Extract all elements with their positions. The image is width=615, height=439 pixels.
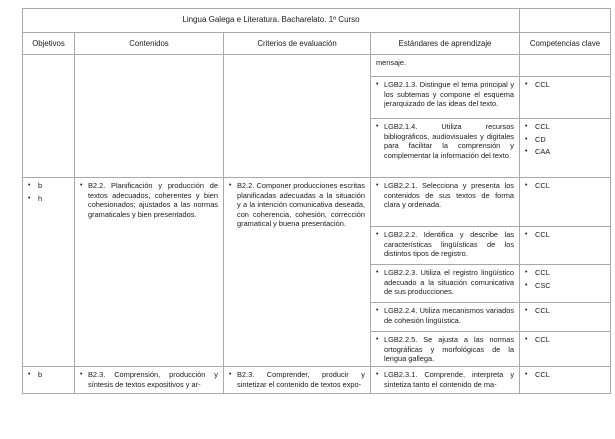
- header-criterios: Criterios de evaluación: [257, 39, 337, 48]
- estandar-text: LGB2.1.3. Distingue el tema principal y los subtemas y compone el esquema jerarquizado de las ideas del texto.: [384, 80, 515, 109]
- competencia-item: CCL: [535, 80, 550, 89]
- bullet-icon: •: [525, 231, 528, 238]
- bullet-icon: •: [376, 182, 379, 189]
- objetivo-item: b: [38, 370, 43, 379]
- table-row: [23, 55, 611, 77]
- bullet-icon: •: [376, 269, 379, 276]
- header-competencias: Competencias clave: [529, 39, 601, 48]
- table-row: [23, 178, 611, 227]
- competencia-item: CCL: [535, 306, 550, 315]
- competencia-item: CCL: [535, 370, 550, 379]
- competencia-item: CCL: [535, 335, 550, 344]
- bullet-icon: •: [28, 371, 31, 378]
- bullet-icon: •: [525, 269, 528, 276]
- bullet-icon: •: [229, 182, 232, 189]
- bullet-icon: •: [376, 371, 379, 378]
- competencia-item: CSC: [535, 280, 551, 290]
- estandar-text: LGB2.3.1. Comprende, interpreta y sintetiza tanto el contenido de ma-: [384, 370, 515, 389]
- criterio-text: B2.3. Comprender, producir y sintetizar el contenido de textos expo-: [237, 370, 365, 389]
- estandar-text: LGB2.2.2. Identifica y describe las características lingüísticas de los distintos tipos de registro.: [384, 230, 515, 259]
- bullet-icon: •: [525, 281, 528, 289]
- bullet-icon: •: [376, 231, 379, 238]
- bullet-icon: •: [28, 182, 31, 189]
- bullet-icon: •: [376, 307, 379, 314]
- header-estandares: Estándares de aprendizaje: [398, 39, 492, 48]
- bullet-icon: •: [525, 123, 528, 130]
- header-contenidos: Contenidos: [129, 39, 169, 48]
- criterio-text: B2.2. Componer producciones escritas planificadas adecuadas a la situación y a la intención comunicativa deseada, con coherencia, cohesión, corrección gramatical y buena presentación.: [237, 181, 365, 229]
- estandar-text: mensaje.: [376, 58, 406, 67]
- title-row: [23, 9, 611, 33]
- estandar-text: LGB2.2.1. Selecciona y presenta los contenidos de sus textos de forma clara y ordenada.: [384, 181, 515, 210]
- estandar-text: LGB2.1.4. Utiliza recursos bibliográficos, audiovisuales y digitales para facilitar la comprensión y complementar la información del texto.: [384, 122, 515, 160]
- header-objetivos: Objetivos: [32, 39, 65, 48]
- competencia-item: CCL: [535, 122, 550, 131]
- objetivo-item: h: [38, 193, 43, 203]
- competencia-item: CCL: [535, 268, 550, 277]
- contenido-text: B2.2. Planificación y producción de textos adecuados, coherentes y bien cohesionados; ajustados a las normas gramaticales y bien presentados.: [88, 181, 218, 219]
- bullet-icon: •: [525, 307, 528, 314]
- competencia-item: CAA: [535, 147, 551, 157]
- estandar-text: LGB2.2.5. Se ajusta a las normas ortográficas y morfológicas de la lengua gallega.: [384, 335, 515, 364]
- competencia-item: CCL: [535, 230, 550, 239]
- estandar-text: LGB2.2.3. Utiliza el registro lingüístico adecuado a la situación comunicativa de sus producciones.: [384, 268, 515, 297]
- bullet-icon: •: [229, 371, 232, 378]
- bullet-icon: •: [525, 148, 528, 156]
- objetivo-item: b: [38, 181, 43, 190]
- estandar-text: LGB2.2.4. Utiliza mecanismos variados de cohesión lingüística.: [384, 306, 515, 325]
- header-row: [23, 33, 611, 55]
- table-title: Lingua Galega e Literatura. Bacharelato. 1º Curso: [182, 15, 360, 24]
- competencia-item: CCL: [535, 181, 550, 190]
- bullet-icon: •: [525, 81, 528, 88]
- table-row: [23, 367, 611, 394]
- bullet-icon: •: [376, 123, 379, 130]
- bullet-icon: •: [525, 182, 528, 189]
- bullet-icon: •: [28, 194, 31, 202]
- bullet-icon: •: [376, 81, 379, 88]
- bullet-icon: •: [80, 371, 83, 378]
- curriculum-table: [22, 8, 611, 394]
- bullet-icon: •: [525, 336, 528, 343]
- bullet-icon: •: [525, 135, 528, 143]
- bullet-icon: •: [525, 371, 528, 378]
- bullet-icon: •: [80, 182, 83, 189]
- bullet-icon: •: [376, 336, 379, 343]
- competencia-item: CD: [535, 134, 546, 144]
- contenido-text: B2.3. Comprensión, producción y síntesis de textos expositivos y ar-: [88, 370, 218, 389]
